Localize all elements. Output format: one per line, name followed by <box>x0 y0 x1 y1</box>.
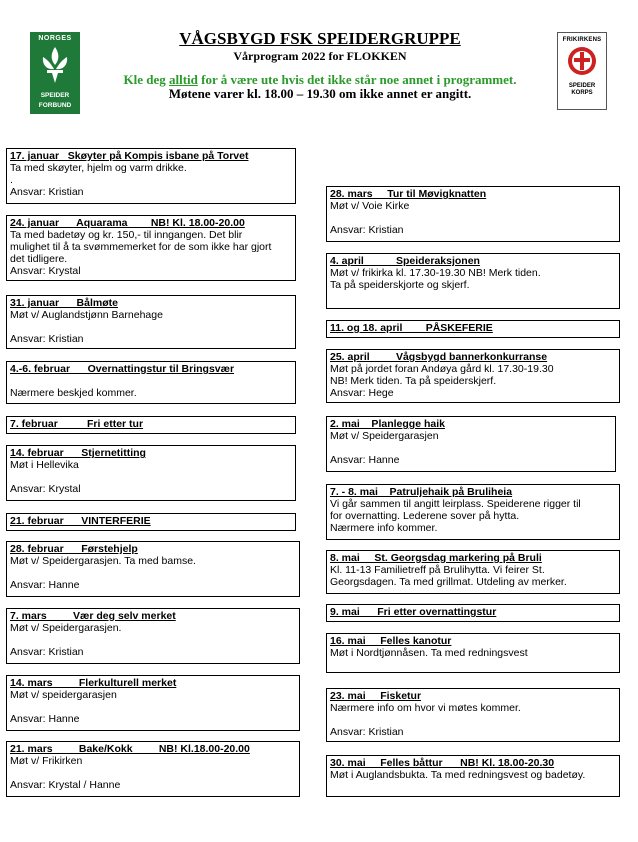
event-line: Møt i Hellevika <box>10 459 79 471</box>
event-title: 4. april Speideraksjonen <box>330 255 480 267</box>
event-title: 9. mai Fri etter overnattingstur <box>330 606 497 618</box>
event-ansvar: Ansvar: Kristian <box>10 646 84 658</box>
event-title: 30. mai Felles båttur NB! Kl. 18.00-20.30 <box>330 757 555 769</box>
event-title: 21. mars Bake/Kokk NB! Kl.18.00-20.00 <box>10 743 250 755</box>
event-line: Ta på speiderskjorte og skjerf. <box>330 279 470 291</box>
event-box <box>6 148 296 204</box>
norges-speiderforbund-logo <box>30 32 80 114</box>
event-box <box>6 541 300 597</box>
event-box <box>6 416 296 434</box>
event-line: Ta med badetøy og kr. 150,- til inngangen. Det blir <box>10 229 243 241</box>
lily-emblem-icon <box>39 45 71 85</box>
logo-left-line2: FORBUND <box>38 102 72 109</box>
event-ansvar: Ansvar: Kristian <box>330 224 404 236</box>
event-ansvar: Ansvar: Kristian <box>10 186 84 198</box>
event-title: 28. februar Førstehjelp <box>10 543 138 555</box>
event-box <box>6 741 300 797</box>
event-title: 23. mai Fisketur <box>330 690 422 702</box>
event-title: 14. mars Flerkulturell merket <box>10 677 177 689</box>
event-box <box>326 604 620 622</box>
event-line: Møt i Auglandsbukta. Ta med redningsvest og badetøy. <box>330 769 586 781</box>
event-line: . <box>10 174 13 186</box>
event-line: det tidligere. <box>10 253 68 265</box>
frikirkens-speiderkorps-logo <box>557 32 607 110</box>
event-box <box>326 755 620 797</box>
event-box <box>6 295 296 349</box>
event-title: 31. januar Bålmøte <box>10 297 118 309</box>
event-box <box>6 675 300 731</box>
page-header <box>100 30 540 101</box>
event-line: Møt v/ frikirka kl. 17.30-19.30 NB! Merk tiden. <box>330 267 541 279</box>
event-line: Nærmere info kommer. <box>330 522 438 534</box>
event-box <box>326 416 616 472</box>
event-ansvar: Ansvar: Hege <box>330 387 394 399</box>
logo-left-line1: SPEIDER <box>40 92 70 99</box>
event-title: 17. januar Skøyter på Kompis isbane på Torvet <box>10 150 249 162</box>
logo-right-line2: KORPS <box>571 90 593 96</box>
event-box <box>326 320 620 338</box>
event-title: 28. mars Tur til Møvigknatten <box>330 188 487 200</box>
notice-emphasis: alltid <box>168 72 198 87</box>
page-title: VÅGSBYGD FSK SPEIDERGRUPPE <box>179 29 461 48</box>
event-line: mulighet til å ta svømmemerket for de som ikke har gjort <box>10 241 272 253</box>
event-line: Møt v/ Speidergarasjen. <box>10 622 122 634</box>
event-line: Møt v/ Speidergarasjen. Ta med bamse. <box>10 555 196 567</box>
event-line: Møt i Nordtjønnåsen. Ta med redningsvest <box>330 647 528 659</box>
event-box <box>326 349 620 403</box>
logo-left-top: NORGES <box>38 35 72 42</box>
event-box <box>326 633 620 673</box>
notice-pre: Kle deg <box>123 72 169 87</box>
event-ansvar: Ansvar: Hanne <box>10 713 80 725</box>
event-line: Møt v/ Auglandstjønn Barnehage <box>10 309 163 321</box>
page-subtitle: Vårprogram 2022 for FLOKKEN <box>233 49 407 63</box>
event-title: 8. mai St. Georgsdag markering på Bruli <box>330 552 542 564</box>
event-box <box>6 608 300 664</box>
event-line: Møt v/ speidergarasjen <box>10 689 117 701</box>
logo-right-line1: SPEIDER <box>568 83 596 89</box>
event-title: 11. og 18. april PÅSKEFERIE <box>330 322 493 334</box>
event-line: Ta med skøyter, hjelm og varm drikke. <box>10 162 187 174</box>
logo-right-top: FRIKIRKENS <box>562 37 602 43</box>
event-line: Kl. 11-13 Familietreff på Brulihytta. Vi feirer St. <box>330 564 545 576</box>
event-title: 2. mai Planlegge haik <box>330 418 445 430</box>
event-line: NB! Merk tiden. Ta på speiderskjerf. <box>330 375 497 387</box>
event-title: 24. januar Aquarama NB! Kl. 18.00-20.00 <box>10 217 245 229</box>
event-box <box>326 484 620 540</box>
event-line: Møt v/ Speidergarasjen <box>330 430 439 442</box>
event-title: 4.-6. februar Overnattingstur til Bringsvær <box>10 363 235 375</box>
event-line: Nærmere info om hvor vi møtes kommer. <box>330 702 521 714</box>
event-ansvar: Nærmere beskjed kommer. <box>10 387 137 399</box>
event-line: Vi går sammen til angitt leirplass. Speiderene rigger til <box>330 498 581 510</box>
event-line: Møt på jordet foran Andøya gård kl. 17.30-19.30 <box>330 363 554 375</box>
event-ansvar: Ansvar: Krystal <box>10 483 81 495</box>
event-title: 25. april Vågsbygd bannerkonkurranse <box>330 351 548 363</box>
event-ansvar: Ansvar: Hanne <box>330 454 400 466</box>
event-box <box>326 186 620 242</box>
event-box <box>6 445 296 501</box>
event-ansvar: Ansvar: Kristian <box>330 726 404 738</box>
notice-post: for å være ute hvis det ikke står noe annet i programmet. <box>197 72 517 87</box>
event-ansvar: Ansvar: Krystal <box>10 265 81 277</box>
cross-emblem-icon <box>567 46 597 76</box>
event-ansvar: Ansvar: Krystal / Hanne <box>10 779 121 791</box>
event-box <box>6 215 296 281</box>
event-line: Georgsdagen. Ta med grillmat. Utdeling av merker. <box>330 576 567 588</box>
event-ansvar: Ansvar: Hanne <box>10 579 80 591</box>
event-ansvar: Ansvar: Kristian <box>10 333 84 345</box>
event-box <box>6 513 296 531</box>
event-box <box>6 361 296 404</box>
event-title: 21. februar VINTERFERIE <box>10 515 151 527</box>
event-title: 16. mai Felles kanotur <box>330 635 452 647</box>
event-line: for overnatting. Lederene sover på hytta. <box>330 510 520 522</box>
event-title: 14. februar Stjernetitting <box>10 447 146 459</box>
event-line: Møt v/ Frikirken <box>10 755 83 767</box>
event-box <box>326 253 620 309</box>
event-title: 7. mars Vær deg selv merket <box>10 610 176 622</box>
event-box <box>326 688 620 742</box>
event-box <box>326 550 620 594</box>
event-line: Møt v/ Voie Kirke <box>330 200 410 212</box>
event-title: 7. - 8. mai Patruljehaik på Bruliheia <box>330 486 513 498</box>
event-title: 7. februar Fri etter tur <box>10 418 144 430</box>
meeting-time-note: Møtene varer kl. 18.00 – 19.30 om ikke annet er angitt. <box>168 86 472 101</box>
clothing-notice <box>100 73 540 87</box>
